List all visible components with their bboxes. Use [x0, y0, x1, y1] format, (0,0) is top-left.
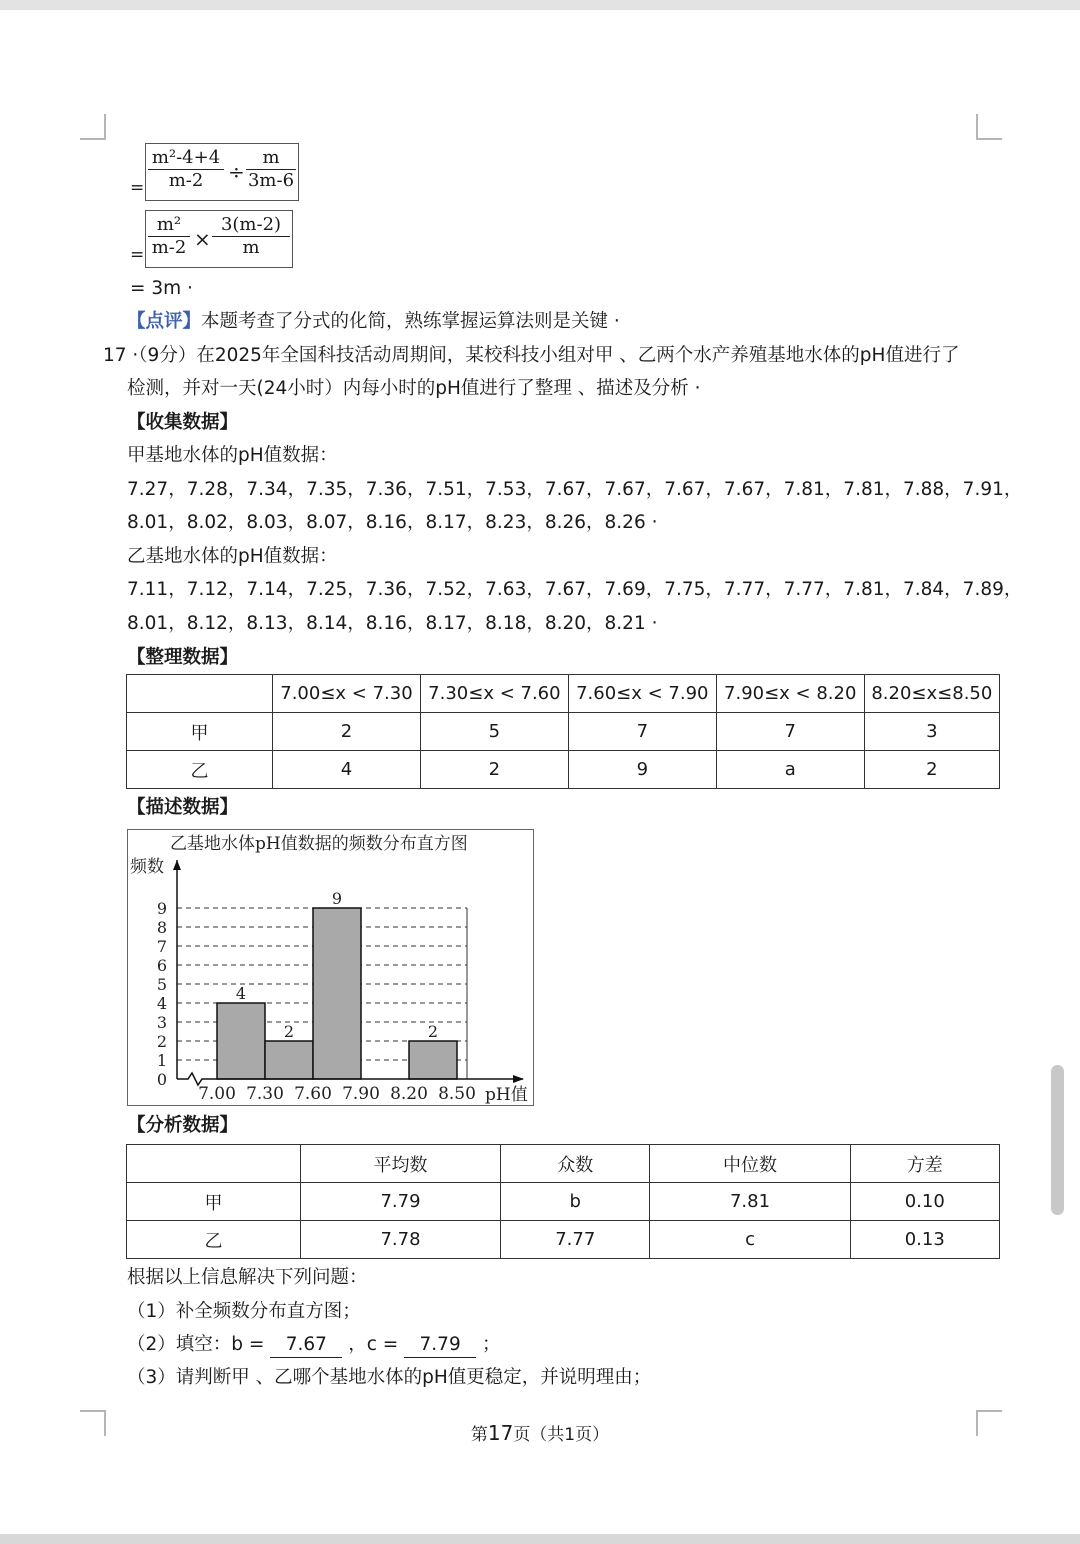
- question-3: （3）请判断甲 、乙哪个基地水体的pH值更稳定，并说明理由；: [127, 1367, 652, 1388]
- yi-data-label: 乙基地水体的pH值数据：: [127, 546, 338, 567]
- x-axis-label: pH值: [485, 1085, 528, 1105]
- question-1: （1）补全频数分布直方图；: [127, 1301, 361, 1322]
- page-number: 17: [487, 1421, 514, 1445]
- histogram-bar: [409, 1041, 457, 1079]
- page-footer: [0, 1420, 1080, 1445]
- describe-heading: 【描述数据】: [127, 797, 239, 818]
- table-cell: 7.77: [501, 1221, 650, 1259]
- equals-sign: =: [130, 178, 145, 198]
- question-2: [127, 1333, 501, 1358]
- table-cell: 2: [864, 751, 999, 789]
- table-cell: a: [716, 751, 864, 789]
- bar-value-label: 2: [283, 1022, 295, 1041]
- result-line: = 3m ·: [130, 278, 193, 299]
- table-cell: 乙: [127, 751, 273, 789]
- table-cell: 7.90≤x < 8.20: [716, 675, 864, 713]
- numerator: m²: [148, 214, 190, 237]
- histogram-svg: [128, 830, 533, 1105]
- table-cell: 乙: [127, 1221, 301, 1259]
- y-tick-label: 3: [156, 1013, 167, 1032]
- questions-intro: 根据以上信息解决下列问题：: [127, 1267, 368, 1288]
- table-cell: 7.78: [301, 1221, 501, 1259]
- y-tick-label: 4: [156, 994, 167, 1013]
- analyze-table: [126, 1144, 1000, 1259]
- table-cell: [127, 675, 273, 713]
- table-cell: 7: [716, 713, 864, 751]
- top-bar: [0, 0, 1080, 10]
- crop-mark-top-right: [976, 114, 1002, 140]
- table-cell: 众数: [501, 1145, 650, 1183]
- table-row: [127, 1221, 1000, 1259]
- table-cell: b: [501, 1183, 650, 1221]
- table-row: [127, 1183, 1000, 1221]
- organize-heading: 【整理数据】: [127, 647, 239, 668]
- question-17-line-1: 17 ·（9分）在2025年全国科技活动周期间，某校科技小组对甲 、乙两个水产养殖基地水体的pH值进行了: [103, 345, 960, 366]
- divide-operator: ÷: [228, 160, 245, 184]
- histogram-bar: [217, 1003, 265, 1079]
- numerator: m²-4+4: [148, 147, 224, 170]
- x-tick-label: 8.20: [390, 1084, 428, 1104]
- histogram-bar: [265, 1041, 313, 1079]
- table-cell: 9: [568, 751, 716, 789]
- yi-data-line-1: 7.11，7.12，7.14，7.25，7.36，7.52，7.63，7.67，7.69，7.75，7.77，7.77，7.81，7.84，7.89，: [127, 579, 1023, 600]
- table-cell: 0.13: [850, 1221, 999, 1259]
- collect-heading: 【收集数据】: [127, 412, 239, 433]
- bar-value-label: 9: [331, 889, 343, 908]
- footer-suffix: 页（共1页）: [513, 1425, 610, 1445]
- y-tick-label: 8: [156, 918, 167, 937]
- chart-title: 乙基地水体pH值数据的频数分布直方图: [170, 834, 468, 854]
- table-cell: 中位数: [650, 1145, 850, 1183]
- histogram-chart: [127, 829, 534, 1106]
- bar-value-label: 2: [427, 1022, 439, 1041]
- y-tick-label: 6: [156, 956, 167, 975]
- histogram-bar: [313, 908, 361, 1079]
- c-answer-blank: 7.79: [404, 1333, 476, 1358]
- fraction: [148, 214, 190, 259]
- y-tick-label: 2: [156, 1032, 167, 1051]
- equals-sign: =: [130, 245, 145, 265]
- table-header-row: [127, 675, 1000, 713]
- table-cell: [127, 1145, 301, 1183]
- numerator: m: [246, 147, 296, 170]
- scrollbar-thumb[interactable]: [1051, 1065, 1064, 1215]
- denominator: 3m-6: [247, 170, 295, 191]
- table-cell: 2: [420, 751, 568, 789]
- y-tick-label: 1: [156, 1051, 167, 1070]
- table-row: [127, 751, 1000, 789]
- comment-tag: 【点评】: [127, 311, 202, 332]
- table-cell: 7.00≤x < 7.30: [273, 675, 421, 713]
- jia-data-line-1: 7.27，7.28，7.34，7.35，7.36，7.51，7.53，7.67，7.67，7.67，7.67，7.81，7.81，7.88，7.91，: [127, 479, 1023, 500]
- table-cell: c: [650, 1221, 850, 1259]
- table-cell: 7: [568, 713, 716, 751]
- denominator: m: [242, 237, 260, 258]
- footer-prefix: 第: [470, 1425, 488, 1445]
- question-2-suffix: ；: [482, 1334, 501, 1355]
- table-cell: 7.60≤x < 7.90: [568, 675, 716, 713]
- y-tick-label: 0: [156, 1070, 167, 1089]
- table-header-row: [127, 1145, 1000, 1183]
- table-cell: 方差: [850, 1145, 999, 1183]
- y-tick-label: 5: [156, 975, 167, 994]
- multiply-operator: ×: [194, 227, 211, 251]
- bottom-bar: [0, 1534, 1080, 1544]
- fraction: [148, 147, 224, 192]
- x-tick-label: 7.30: [246, 1084, 284, 1104]
- fraction: [246, 147, 296, 192]
- b-answer-blank: 7.67: [270, 1333, 342, 1358]
- table-row: [127, 713, 1000, 751]
- y-tick-label: 9: [156, 899, 167, 918]
- x-tick-label: 7.00: [198, 1084, 236, 1104]
- question-2-prefix: （2）填空：b =: [127, 1334, 265, 1355]
- jia-data-label: 甲基地水体的pH值数据：: [127, 445, 338, 466]
- y-axis-label: 频数: [130, 857, 164, 877]
- x-tick-label: 7.90: [342, 1084, 380, 1104]
- table-cell: 8.20≤x≤8.50: [864, 675, 999, 713]
- denominator: m-2: [151, 237, 187, 258]
- table-cell: 3: [864, 713, 999, 751]
- table-cell: 7.79: [301, 1183, 501, 1221]
- table-cell: 7.81: [650, 1183, 850, 1221]
- yi-data-line-2: 8.01，8.12，8.13，8.14，8.16，8.17，8.18，8.20，8.21 ·: [127, 613, 658, 634]
- bar-value-label: 4: [235, 984, 247, 1003]
- numerator: 3(m-2): [212, 214, 290, 237]
- table-cell: 7.30≤x < 7.60: [420, 675, 568, 713]
- jia-data-line-2: 8.01，8.02，8.03，8.07，8.16，8.17，8.23，8.26，8.26 ·: [127, 512, 658, 533]
- y-tick-label: 7: [156, 937, 167, 956]
- fraction-expression-2: [145, 210, 293, 268]
- table-cell: 2: [273, 713, 421, 751]
- comment-line: [127, 310, 620, 334]
- fraction: [212, 214, 290, 259]
- fraction-expression-1: [145, 143, 299, 201]
- x-tick-label: 7.60: [294, 1084, 332, 1104]
- table-cell: 甲: [127, 1183, 301, 1221]
- table-cell: 0.10: [850, 1183, 999, 1221]
- comment-text: 本题考查了分式的化简，熟练掌握运算法则是关键 ·: [201, 311, 620, 332]
- crop-mark-top-left: [80, 114, 106, 140]
- table-cell: 甲: [127, 713, 273, 751]
- table-cell: 5: [420, 713, 568, 751]
- table-cell: 平均数: [301, 1145, 501, 1183]
- question-2-mid: ，c =: [348, 1334, 399, 1355]
- y-axis-arrow: [173, 860, 181, 870]
- denominator: m-2: [168, 170, 204, 191]
- table-cell: 4: [273, 751, 421, 789]
- organize-table: [126, 674, 1000, 789]
- question-17-line-2: 检测，并对一天(24小时）内每小时的pH值进行了整理 、描述及分析 ·: [127, 378, 701, 399]
- analyze-heading: 【分析数据】: [127, 1115, 239, 1136]
- x-tick-label: 8.50: [438, 1084, 476, 1104]
- x-axis-arrow: [513, 1075, 524, 1083]
